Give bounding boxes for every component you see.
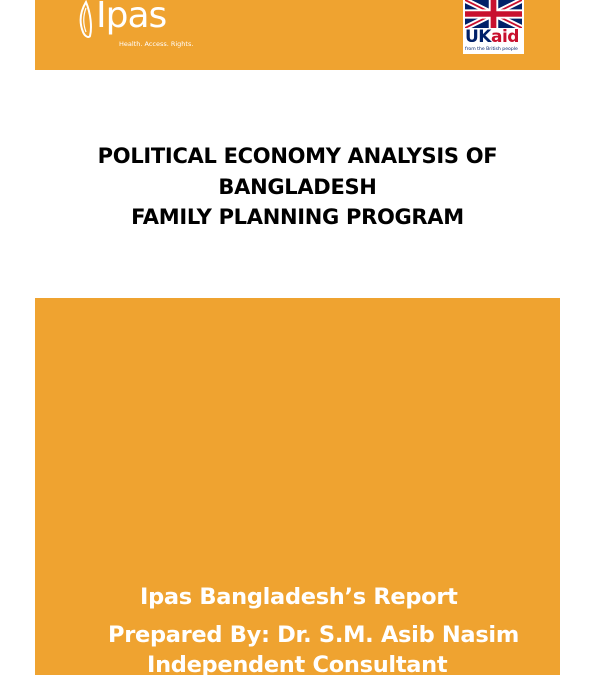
title-line-2: BANGLADESH bbox=[218, 174, 377, 199]
author-role: Independent Consultant bbox=[147, 652, 448, 678]
ipas-tagline: Health. Access. Rights. bbox=[119, 40, 194, 48]
union-jack-flag-icon bbox=[465, 0, 522, 28]
title-line-3: FAMILY PLANNING PROGRAM bbox=[131, 205, 464, 229]
ipas-logo bbox=[78, 0, 208, 52]
report-label: Ipas Bangladesh’s Report bbox=[140, 584, 458, 610]
ipas-wordmark: Ipas bbox=[96, 0, 167, 36]
ukaid-logo bbox=[463, 0, 524, 54]
ipas-drop-icon bbox=[78, 0, 94, 40]
ukaid-subline: from the British people bbox=[465, 47, 518, 52]
prepared-by: Prepared By: Dr. S.M. Asib Nasim bbox=[108, 622, 519, 648]
ukaid-wordmark bbox=[465, 27, 519, 47]
title-line-1: POLITICAL ECONOMY ANALYSIS OF bbox=[97, 144, 498, 168]
ukaid-uk: UK bbox=[465, 27, 491, 47]
ukaid-aid: aid bbox=[490, 27, 519, 47]
cover-band bbox=[35, 298, 560, 675]
document-title bbox=[35, 141, 560, 233]
